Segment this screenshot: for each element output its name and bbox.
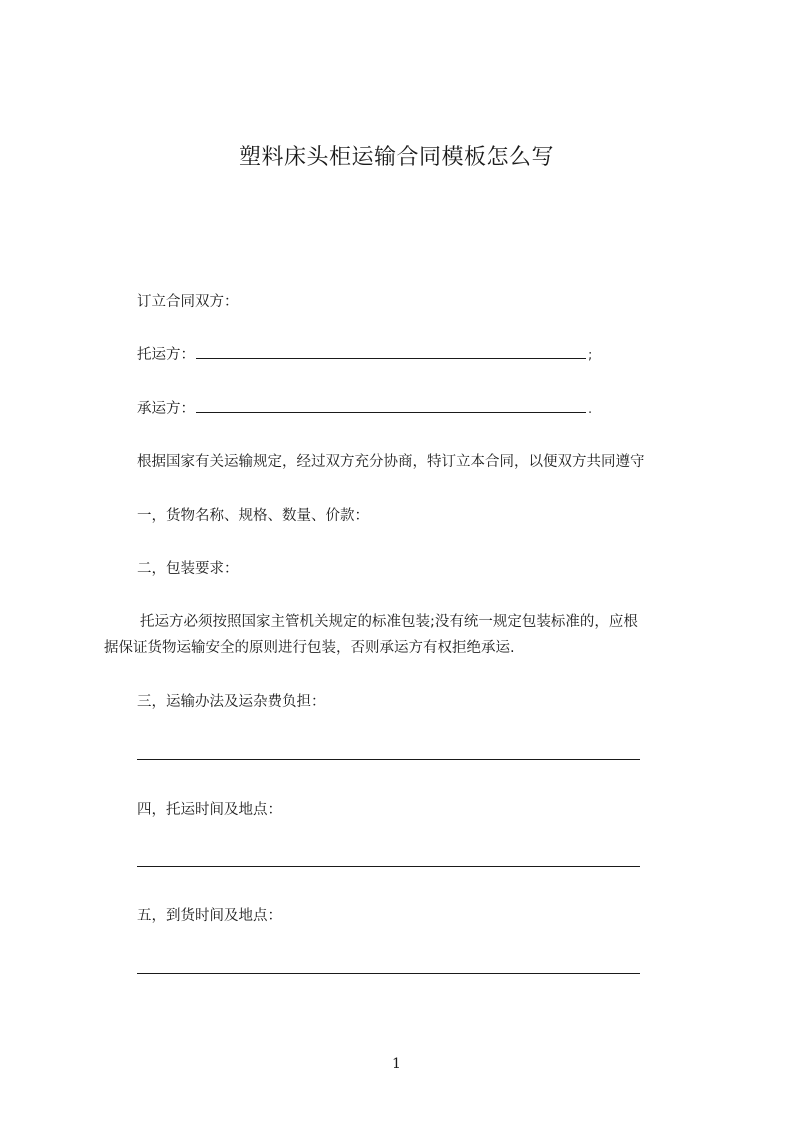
carrier-line-end: . xyxy=(588,402,593,417)
parties-heading: 订立合同双方： xyxy=(137,294,239,310)
carrier-blank[interactable] xyxy=(196,398,586,413)
section-1-heading: 一，货物名称、规格、数量、价款： xyxy=(137,508,369,524)
carrier-label: 承运方： xyxy=(137,401,195,417)
section-2-body-line-2: 据保证货物运输安全的原则进行包装，否则承运方有权拒绝承运. xyxy=(104,640,515,656)
section-3-fill-line[interactable] xyxy=(137,759,640,760)
preamble-text: 根据国家有关运输规定，经过双方充分协商，特订立本合同，以便双方共同遵守 xyxy=(137,454,645,470)
section-5-heading: 五，到货时间及地点： xyxy=(137,908,282,924)
section-4-heading: 四，托运时间及地点： xyxy=(137,802,282,818)
section-3-heading: 三，运输办法及运杂费负担： xyxy=(137,694,326,710)
shipper-line-end: ; xyxy=(588,348,593,363)
shipper-line xyxy=(137,344,592,366)
page-number: 1 xyxy=(392,1056,401,1072)
section-4-fill-line[interactable] xyxy=(137,866,640,867)
section-2-body-line-1: 托运方必须按照国家主管机关规定的标准包装;没有统一规定包装标准的，应根 xyxy=(140,614,638,630)
document-title: 塑料床头柜运输合同模板怎么写 xyxy=(238,145,554,170)
shipper-blank[interactable] xyxy=(196,344,586,359)
section-2-heading: 二，包装要求： xyxy=(137,561,239,577)
carrier-line xyxy=(137,398,592,420)
section-5-fill-line[interactable] xyxy=(137,973,640,974)
shipper-label: 托运方： xyxy=(137,347,195,363)
